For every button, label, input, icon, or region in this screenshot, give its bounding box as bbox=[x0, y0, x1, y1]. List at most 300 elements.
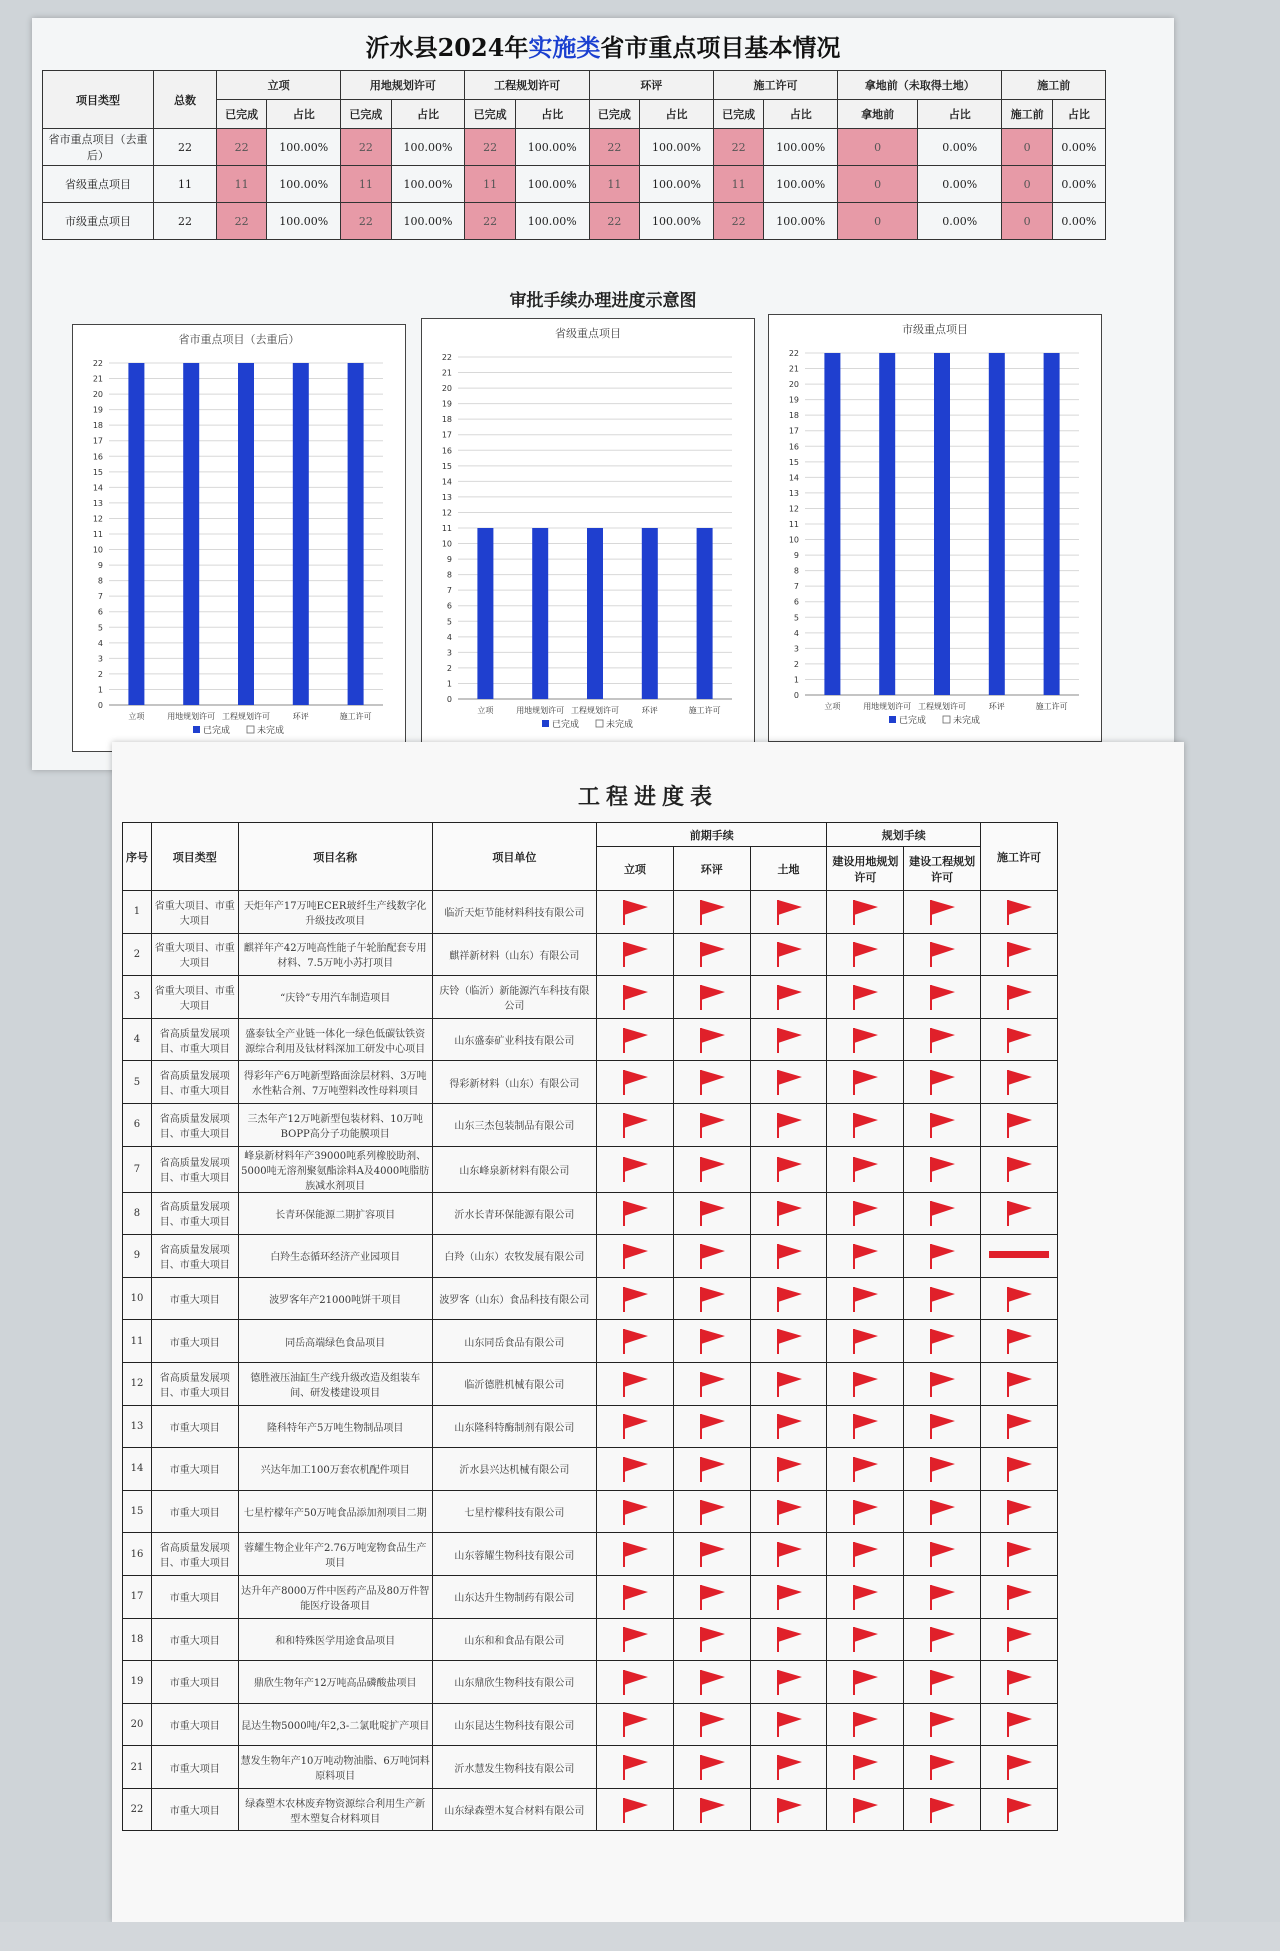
row-no: 10 bbox=[123, 1277, 152, 1320]
count-cell: 22 bbox=[713, 129, 763, 166]
row-no: 13 bbox=[123, 1405, 152, 1448]
y-tick-label: 5 bbox=[793, 613, 799, 623]
red-flag-icon bbox=[772, 1284, 806, 1314]
status-cell bbox=[981, 1661, 1058, 1704]
row-type: 市重大项目 bbox=[151, 1661, 238, 1704]
progress-row bbox=[123, 976, 1058, 1019]
col-plan-header: 建设工程规划许可 bbox=[904, 847, 981, 891]
status-cell bbox=[904, 891, 981, 934]
percent-cell: 0.00% bbox=[917, 166, 1001, 203]
progress-row bbox=[123, 1103, 1058, 1146]
col-pre-header: 环评 bbox=[673, 847, 750, 891]
status-cell bbox=[981, 1103, 1058, 1146]
red-flag-icon bbox=[848, 1709, 882, 1739]
y-tick-label: 12 bbox=[92, 514, 103, 524]
row-unit: 山东峰泉新材料有限公司 bbox=[432, 1146, 596, 1192]
x-tick-label: 工程规划许可 bbox=[222, 712, 270, 721]
status-cell bbox=[673, 891, 750, 934]
row-no: 9 bbox=[123, 1235, 152, 1278]
x-tick-label: 用地规划许可 bbox=[167, 712, 216, 721]
progress-row bbox=[123, 1490, 1058, 1533]
status-cell bbox=[750, 1788, 827, 1831]
row-unit: 麒祥新材料（山东）有限公司 bbox=[432, 933, 596, 976]
red-flag-icon bbox=[772, 939, 806, 969]
row-total: 11 bbox=[154, 166, 217, 203]
y-tick-label: 14 bbox=[92, 483, 103, 493]
count-cell: 22 bbox=[465, 129, 515, 166]
row-name: 峰泉新材料年产39000吨系列橡胶助剂、5000吨无溶剂聚氨酯涂料A及4000吨脂肪族减水剂项目 bbox=[238, 1146, 432, 1192]
red-flag-icon bbox=[618, 1154, 652, 1184]
status-cell bbox=[981, 1235, 1058, 1278]
group-header: 拿地前（未取得土地） bbox=[838, 71, 1002, 100]
bar-completed bbox=[532, 528, 548, 699]
status-cell bbox=[673, 1533, 750, 1576]
status-cell bbox=[827, 1533, 904, 1576]
y-tick-label: 20 bbox=[788, 380, 799, 390]
percent-cell: 0.00% bbox=[917, 203, 1001, 240]
percent-cell: 100.00% bbox=[267, 129, 341, 166]
status-cell bbox=[827, 1362, 904, 1405]
red-flag-icon bbox=[925, 1241, 959, 1271]
red-flag-icon bbox=[925, 1539, 959, 1569]
count-cell: 11 bbox=[341, 166, 391, 203]
red-flag-icon bbox=[848, 1110, 882, 1140]
red-flag-icon bbox=[695, 1582, 729, 1612]
red-flag-icon bbox=[848, 1752, 882, 1782]
row-unit: 山东蓉耀生物科技有限公司 bbox=[432, 1533, 596, 1576]
y-tick-label: 20 bbox=[441, 384, 452, 394]
status-cell bbox=[981, 1277, 1058, 1320]
red-flag-icon bbox=[925, 1582, 959, 1612]
status-cell bbox=[981, 1061, 1058, 1104]
red-flag-icon bbox=[618, 1582, 652, 1612]
status-cell bbox=[673, 1788, 750, 1831]
percent-cell: 100.00% bbox=[764, 166, 838, 203]
row-type: 市重大项目 bbox=[151, 1405, 238, 1448]
y-tick-label: 22 bbox=[788, 349, 799, 358]
row-no: 22 bbox=[123, 1788, 152, 1831]
bar-completed bbox=[238, 363, 254, 705]
y-tick-label: 4 bbox=[446, 632, 452, 642]
progress-row bbox=[123, 1235, 1058, 1278]
red-flag-icon bbox=[1002, 1624, 1036, 1654]
red-flag-icon bbox=[695, 1067, 729, 1097]
y-tick-label: 12 bbox=[788, 504, 799, 514]
red-flag-icon bbox=[618, 939, 652, 969]
red-flag-icon bbox=[848, 1411, 882, 1441]
status-cell bbox=[750, 1618, 827, 1661]
red-flag-icon bbox=[1002, 1154, 1036, 1184]
status-cell bbox=[981, 1362, 1058, 1405]
red-flag-icon bbox=[1002, 939, 1036, 969]
row-name: 同岳高端绿色食品项目 bbox=[238, 1320, 432, 1363]
status-cell bbox=[981, 1703, 1058, 1746]
percent-cell: 100.00% bbox=[515, 129, 589, 166]
title-highlight: 实施类 bbox=[528, 33, 601, 62]
sub-header: 施工前 bbox=[1002, 100, 1052, 129]
count-cell: 22 bbox=[341, 129, 391, 166]
progress-row bbox=[123, 1362, 1058, 1405]
status-cell bbox=[827, 1277, 904, 1320]
progress-row bbox=[123, 1277, 1058, 1320]
bar-completed bbox=[642, 528, 658, 699]
progress-row bbox=[123, 1618, 1058, 1661]
row-name: 长青环保能源二期扩容项目 bbox=[238, 1192, 432, 1235]
row-type: 省高质量发展项目、市重大项目 bbox=[151, 1018, 238, 1061]
row-type: 省高质量发展项目、市重大项目 bbox=[151, 1103, 238, 1146]
y-tick-label: 11 bbox=[441, 524, 452, 533]
status-cell bbox=[673, 933, 750, 976]
row-unit: 沂水县兴达机械有限公司 bbox=[432, 1448, 596, 1491]
bar-completed bbox=[934, 353, 950, 695]
chart-title: 市级重点项目 bbox=[902, 323, 968, 336]
group-pre-header: 前期手续 bbox=[597, 823, 827, 847]
red-flag-icon bbox=[925, 1752, 959, 1782]
red-flag-icon bbox=[848, 939, 882, 969]
row-type: 省高质量发展项目、市重大项目 bbox=[151, 1146, 238, 1192]
sub-header: 已完成 bbox=[217, 100, 267, 129]
y-tick-label: 2 bbox=[97, 669, 103, 679]
status-cell bbox=[750, 1746, 827, 1789]
legend-label: 已完成 bbox=[552, 720, 580, 730]
red-flag-icon bbox=[618, 1369, 652, 1399]
count-cell: 0 bbox=[838, 203, 918, 240]
row-name: 蓉耀生物企业年产2.76万吨宠物食品生产项目 bbox=[238, 1533, 432, 1576]
row-no: 2 bbox=[123, 933, 152, 976]
row-no: 12 bbox=[123, 1362, 152, 1405]
red-flag-icon bbox=[1002, 982, 1036, 1012]
percent-cell: 100.00% bbox=[640, 166, 714, 203]
bar-completed bbox=[989, 353, 1005, 695]
row-type: 省市重点项目（去重后） bbox=[43, 129, 154, 166]
red-flag-icon bbox=[925, 1198, 959, 1228]
red-flag-icon bbox=[1002, 1667, 1036, 1697]
row-no: 21 bbox=[123, 1746, 152, 1789]
count-cell: 0 bbox=[1002, 203, 1052, 240]
progress-row bbox=[123, 1788, 1058, 1831]
count-cell: 0 bbox=[838, 129, 918, 166]
sub-header: 占比 bbox=[917, 100, 1001, 129]
status-cell bbox=[673, 1490, 750, 1533]
percent-cell: 100.00% bbox=[515, 166, 589, 203]
y-tick-label: 5 bbox=[446, 617, 452, 627]
bar-completed bbox=[128, 363, 144, 705]
progress-row bbox=[123, 1448, 1058, 1491]
red-flag-icon bbox=[618, 1539, 652, 1569]
red-flag-icon bbox=[772, 1025, 806, 1055]
status-cell bbox=[597, 1618, 674, 1661]
col-construct-header: 施工许可 bbox=[981, 823, 1058, 891]
row-unit: 得彩新材料（山东）有限公司 bbox=[432, 1061, 596, 1104]
count-cell: 22 bbox=[589, 203, 639, 240]
red-flag-icon bbox=[925, 939, 959, 969]
legend-swatch-completed bbox=[889, 716, 896, 723]
red-flag-icon bbox=[772, 1667, 806, 1697]
red-flag-icon bbox=[772, 1369, 806, 1399]
progress-sheet bbox=[112, 742, 1184, 1922]
sub-header: 拿地前 bbox=[838, 100, 918, 129]
legend-label: 未完成 bbox=[606, 720, 634, 730]
status-cell bbox=[750, 933, 827, 976]
group-plan-header: 规划手续 bbox=[827, 823, 981, 847]
status-cell bbox=[827, 1618, 904, 1661]
legend-label: 未完成 bbox=[257, 726, 285, 736]
red-flag-icon bbox=[772, 1624, 806, 1654]
red-flag-icon bbox=[618, 1752, 652, 1782]
x-tick-label: 施工许可 bbox=[688, 706, 721, 715]
sub-header: 占比 bbox=[640, 100, 714, 129]
red-flag-icon bbox=[772, 1154, 806, 1184]
percent-cell: 100.00% bbox=[391, 203, 465, 240]
status-cell bbox=[750, 1018, 827, 1061]
chart-3 bbox=[768, 314, 1102, 742]
row-no: 5 bbox=[123, 1061, 152, 1104]
red-flag-icon bbox=[1002, 1752, 1036, 1782]
red-flag-icon bbox=[695, 1025, 729, 1055]
red-flag-icon bbox=[1002, 1198, 1036, 1228]
status-cell bbox=[597, 1277, 674, 1320]
y-tick-label: 19 bbox=[788, 395, 799, 405]
row-name: 达升年产8000万件中医药产品及80万件智能医疗设备项目 bbox=[238, 1575, 432, 1618]
red-flag-icon bbox=[695, 1752, 729, 1782]
row-type: 省重大项目、市重大项目 bbox=[151, 891, 238, 934]
red-flag-icon bbox=[848, 1154, 882, 1184]
red-flag-icon bbox=[695, 1539, 729, 1569]
x-tick-label: 环评 bbox=[292, 712, 309, 721]
row-unit: 山东隆科特酶制剂有限公司 bbox=[432, 1405, 596, 1448]
y-tick-label: 6 bbox=[793, 597, 799, 607]
red-flag-icon bbox=[695, 1198, 729, 1228]
status-cell bbox=[827, 1405, 904, 1448]
red-flag-icon bbox=[925, 1795, 959, 1825]
row-name: 三杰年产12万吨新型包装材料、10万吨BOPP高分子功能膜项目 bbox=[238, 1103, 432, 1146]
x-tick-label: 工程规划许可 bbox=[918, 702, 966, 711]
progress-row bbox=[123, 1018, 1058, 1061]
group-header: 施工前 bbox=[1002, 71, 1106, 100]
status-cell bbox=[827, 1575, 904, 1618]
y-tick-label: 21 bbox=[788, 364, 799, 374]
row-unit: 沂水慧发生物科技有限公司 bbox=[432, 1746, 596, 1789]
legend-swatch-completed bbox=[193, 726, 200, 733]
col-type-header: 项目类型 bbox=[43, 71, 154, 129]
bar-completed bbox=[1044, 353, 1060, 695]
status-cell bbox=[750, 1448, 827, 1491]
row-type: 市重大项目 bbox=[151, 1320, 238, 1363]
status-cell bbox=[827, 1788, 904, 1831]
status-cell bbox=[597, 1746, 674, 1789]
status-cell bbox=[673, 1235, 750, 1278]
status-cell bbox=[904, 1703, 981, 1746]
chart-svg bbox=[73, 325, 405, 751]
row-unit: 山东昆达生物科技有限公司 bbox=[432, 1703, 596, 1746]
red-flag-icon bbox=[848, 1667, 882, 1697]
sub-header: 已完成 bbox=[341, 100, 391, 129]
background-strip bbox=[0, 1922, 1280, 1951]
bar-completed bbox=[293, 363, 309, 705]
y-tick-label: 4 bbox=[97, 638, 103, 648]
row-no: 14 bbox=[123, 1448, 152, 1491]
status-cell bbox=[827, 933, 904, 976]
y-tick-label: 8 bbox=[446, 570, 452, 580]
red-flag-icon bbox=[1002, 1025, 1036, 1055]
y-tick-label: 21 bbox=[92, 374, 103, 384]
red-flag-icon bbox=[618, 1624, 652, 1654]
legend-swatch-incomplete bbox=[943, 716, 950, 723]
status-cell bbox=[673, 1448, 750, 1491]
x-tick-label: 施工许可 bbox=[1035, 702, 1068, 711]
status-cell bbox=[904, 1575, 981, 1618]
y-tick-label: 17 bbox=[92, 436, 103, 446]
progress-table bbox=[122, 822, 1058, 1831]
red-flag-icon bbox=[618, 1326, 652, 1356]
summary-table bbox=[42, 70, 1106, 240]
y-tick-label: 10 bbox=[788, 535, 799, 545]
sub-header: 已完成 bbox=[465, 100, 515, 129]
status-cell bbox=[673, 1746, 750, 1789]
status-cell bbox=[673, 1618, 750, 1661]
summary-sheet bbox=[32, 18, 1174, 770]
legend-swatch-completed bbox=[542, 720, 549, 727]
status-cell bbox=[827, 1320, 904, 1363]
row-unit: 临沂天炬节能材料科技有限公司 bbox=[432, 891, 596, 934]
red-flag-icon bbox=[695, 1497, 729, 1527]
charts-title: 审批手续办理进度示意图 bbox=[509, 291, 697, 311]
legend-label: 已完成 bbox=[899, 716, 927, 726]
bar-completed bbox=[879, 353, 895, 695]
red-flag-icon bbox=[1002, 1454, 1036, 1484]
red-flag-icon bbox=[618, 1198, 652, 1228]
progress-row bbox=[123, 1746, 1058, 1789]
progress-row bbox=[123, 1533, 1058, 1576]
count-cell: 0 bbox=[1002, 129, 1052, 166]
red-flag-icon bbox=[925, 1110, 959, 1140]
red-flag-icon bbox=[772, 1709, 806, 1739]
red-flag-icon bbox=[695, 1454, 729, 1484]
row-no: 18 bbox=[123, 1618, 152, 1661]
status-cell bbox=[827, 1661, 904, 1704]
red-flag-icon bbox=[772, 1539, 806, 1569]
x-tick-label: 用地规划许可 bbox=[516, 706, 565, 715]
progress-row bbox=[123, 1146, 1058, 1192]
percent-cell: 100.00% bbox=[267, 203, 341, 240]
y-tick-label: 13 bbox=[788, 488, 799, 498]
y-tick-label: 16 bbox=[788, 442, 799, 452]
row-type: 省重大项目、市重大项目 bbox=[151, 976, 238, 1019]
red-flag-icon bbox=[1002, 1284, 1036, 1314]
y-tick-label: 15 bbox=[441, 461, 452, 471]
y-tick-label: 8 bbox=[793, 566, 799, 576]
count-cell: 22 bbox=[217, 203, 267, 240]
y-tick-label: 11 bbox=[788, 520, 799, 529]
status-cell bbox=[827, 1146, 904, 1192]
bar-completed bbox=[697, 528, 713, 699]
summary-row bbox=[43, 129, 1106, 166]
percent-cell: 100.00% bbox=[764, 129, 838, 166]
red-flag-icon bbox=[695, 982, 729, 1012]
percent-cell: 0.00% bbox=[1052, 203, 1105, 240]
row-unit: 山东绿森塑木复合材料有限公司 bbox=[432, 1788, 596, 1831]
count-cell: 11 bbox=[217, 166, 267, 203]
status-cell bbox=[597, 1320, 674, 1363]
row-name: 德胜液压油缸生产线升级改造及组装车间、研发楼建设项目 bbox=[238, 1362, 432, 1405]
row-name: “庆铃”专用汽车制造项目 bbox=[238, 976, 432, 1019]
red-flag-icon bbox=[848, 897, 882, 927]
row-unit: 波罗客（山东）食品科技有限公司 bbox=[432, 1277, 596, 1320]
red-flag-icon bbox=[772, 897, 806, 927]
row-name: 和和特殊医学用途食品项目 bbox=[238, 1618, 432, 1661]
y-tick-label: 17 bbox=[441, 430, 452, 440]
status-cell bbox=[597, 1788, 674, 1831]
status-cell bbox=[904, 1018, 981, 1061]
status-cell bbox=[904, 1103, 981, 1146]
row-unit: 临沂德胜机械有限公司 bbox=[432, 1362, 596, 1405]
percent-cell: 100.00% bbox=[640, 129, 714, 166]
x-tick-label: 施工许可 bbox=[339, 712, 372, 721]
y-tick-label: 22 bbox=[92, 359, 103, 368]
row-name: 七星柠檬年产50万吨食品添加剂项目二期 bbox=[238, 1490, 432, 1533]
status-cell bbox=[904, 1788, 981, 1831]
y-tick-label: 19 bbox=[92, 405, 103, 415]
status-cell bbox=[597, 976, 674, 1019]
x-tick-label: 立项 bbox=[128, 712, 145, 721]
row-no: 1 bbox=[123, 891, 152, 934]
red-flag-icon bbox=[848, 1582, 882, 1612]
y-tick-label: 3 bbox=[446, 648, 452, 658]
y-tick-label: 18 bbox=[92, 421, 103, 431]
group-header: 工程规划许可 bbox=[465, 71, 589, 100]
row-type: 省高质量发展项目、市重大项目 bbox=[151, 1192, 238, 1235]
status-cell bbox=[750, 1277, 827, 1320]
status-cell bbox=[904, 1320, 981, 1363]
status-cell bbox=[597, 1362, 674, 1405]
status-cell bbox=[750, 1661, 827, 1704]
status-cell bbox=[981, 1192, 1058, 1235]
status-cell bbox=[673, 976, 750, 1019]
red-flag-icon bbox=[695, 1110, 729, 1140]
red-flag-icon bbox=[695, 939, 729, 969]
red-flag-icon bbox=[618, 1709, 652, 1739]
status-cell bbox=[981, 1533, 1058, 1576]
bar-completed bbox=[348, 363, 364, 705]
y-tick-label: 3 bbox=[793, 644, 799, 654]
row-no: 6 bbox=[123, 1103, 152, 1146]
red-flag-icon bbox=[1002, 1067, 1036, 1097]
red-flag-icon bbox=[618, 1025, 652, 1055]
status-cell bbox=[904, 1746, 981, 1789]
progress-row bbox=[123, 1061, 1058, 1104]
group-header: 用地规划许可 bbox=[341, 71, 465, 100]
status-cell bbox=[673, 1362, 750, 1405]
percent-cell: 100.00% bbox=[640, 203, 714, 240]
y-tick-label: 9 bbox=[97, 561, 103, 571]
y-tick-label: 10 bbox=[441, 539, 452, 549]
red-flag-icon bbox=[848, 1795, 882, 1825]
status-cell bbox=[750, 891, 827, 934]
y-tick-label: 14 bbox=[441, 477, 452, 487]
bar-completed bbox=[183, 363, 199, 705]
x-tick-label: 用地规划许可 bbox=[863, 702, 912, 711]
bar-completed bbox=[587, 528, 603, 699]
row-name: 天炬年产17万吨ECER玻纤生产线数字化升级技改项目 bbox=[238, 891, 432, 934]
red-flag-icon bbox=[1002, 1497, 1036, 1527]
y-tick-label: 2 bbox=[793, 659, 799, 669]
status-cell bbox=[981, 1575, 1058, 1618]
percent-cell: 100.00% bbox=[267, 166, 341, 203]
status-cell bbox=[750, 1405, 827, 1448]
status-cell bbox=[904, 976, 981, 1019]
status-cell bbox=[673, 1103, 750, 1146]
y-tick-label: 6 bbox=[97, 607, 103, 617]
